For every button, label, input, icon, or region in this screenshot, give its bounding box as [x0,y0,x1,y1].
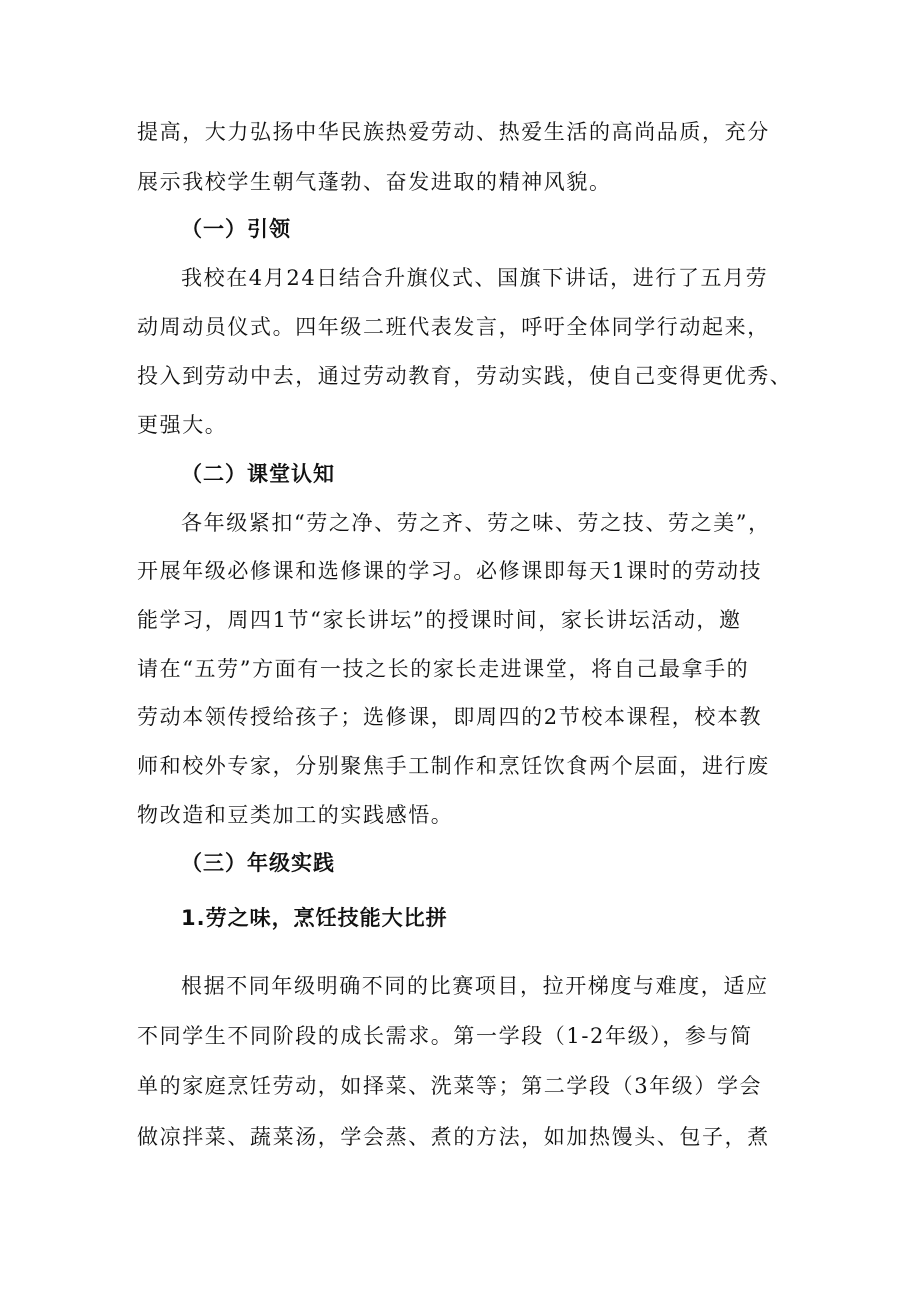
body-text-line: 开展年级必修课和选修课的学习。必修课即每天1课时的劳动技 [137,559,763,583]
body-text-line: 根据不同年级明确不同的比赛项目，拉开梯度与难度，适应 [181,974,769,998]
body-text-line: 能学习，周四1节“家长讲坛”的授课时间，家长讲坛活动，邀 [137,608,742,632]
body-text-line: 不同学生不同阶段的成长需求。第一学段（1-2年级），参与简 [137,1024,753,1048]
body-text-line: 更强大。 [137,413,228,437]
body-text-line: 提高，大力弘扬中华民族热爱劳动、热爱生活的高尚品质，充分 [137,120,770,144]
subsection-heading-cooking: 1.劳之味，烹饪技能大比拼 [181,906,448,930]
body-text-line: 请在“五劳”方面有一技之长的家长走进课堂，将自己最拿手的 [137,657,750,681]
body-text-line: 师和校外专家，分别聚焦手工制作和烹饪饮食两个层面，进行废 [137,754,770,778]
body-text-line: 展示我校学生朝气蓬勃、奋发进取的精神风貌。 [137,170,612,194]
body-text-line: 投入到劳动中去，通过劳动教育，劳动实践，使自己变得更优秀、 [137,364,793,388]
section-heading-guidance: （一）引领 [181,217,291,241]
body-text-line: 劳动本领传授给孩子；选修课，即周四的2节校本课程，校本教 [137,705,763,729]
body-text-line: 做凉拌菜、蔬菜汤，学会蒸、煮的方法，如加热馒头、包子，煮 [137,1125,770,1149]
body-text-line: 我校在4月24日结合升旗仪式、国旗下讲话，进行了五月劳 [181,266,769,290]
body-text-line: 单的家庭烹饪劳动，如择菜、洗菜等；第二学段（3年级）学会 [137,1074,763,1098]
section-heading-grade-practice: （三）年级实践 [181,851,335,875]
body-text-line: 各年级紧扣“劳之净、劳之齐、劳之味、劳之技、劳之美”， [181,511,771,535]
body-text-line: 动周动员仪式。四年级二班代表发言，呼吁全体同学行动起来， [137,315,770,339]
body-text-line: 物改造和豆类加工的实践感悟。 [137,803,454,827]
section-heading-classroom: （二）课堂认知 [181,462,335,486]
